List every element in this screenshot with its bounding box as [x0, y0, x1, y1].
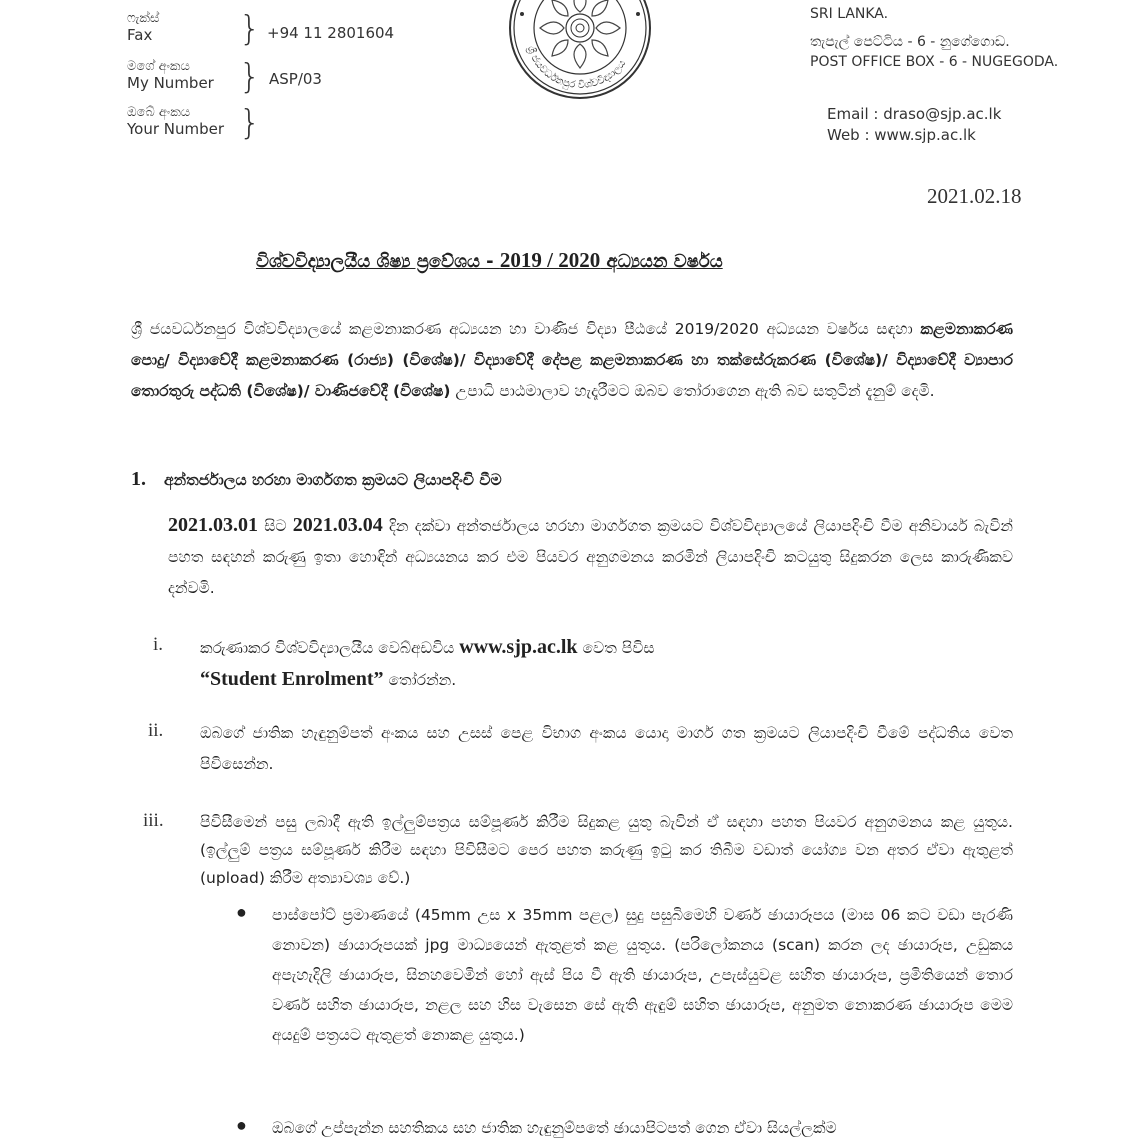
- step-ii: [148, 718, 1013, 780]
- section-1-heading: [131, 468, 502, 491]
- address-pobox-si: තැපැල් පෙට්ටිය - 6 - නුගේගොඩ.: [810, 34, 1010, 50]
- intro-text-1: ශ්‍රී ජයවර්ධනපුර විශ්වවිද්‍යාලයේ කළමනාකරණ අධ්‍යයන හා වාණිජ විද්‍යා පීඨයේ 2019/2020 අධ්‍යයන වර්ෂය සඳහා: [131, 320, 921, 338]
- step-text: ඔබගේ ජාතික හැඳුනුම්පත් අංකය සහ උසස් පෙළ විභාග අංකය යොදා මාර්ග ගත ක්‍රමයට ලියාපදිංචි වීමේ පද්ධතිය වෙත පිවිසෙන්න.: [200, 724, 1013, 773]
- document-title: [256, 248, 723, 273]
- brace-icon: }: [239, 9, 261, 49]
- contact-label-si: මගේ අංකය: [127, 59, 190, 74]
- website-link[interactable]: www.sjp.ac.lk: [459, 636, 578, 658]
- title-part1: විශ්වවිද්‍යාලයීය ශිෂ්‍ය ප්‍රවේශය -: [256, 251, 500, 272]
- contact-label-si: ඔබේ අංකය: [127, 105, 191, 120]
- intro-text-2: උපාධි පාඨමාලාව හැදෑරීමට ඔබව තෝරාගෙන ඇති බව සතුටින් දැනුම් දෙමි.: [450, 382, 935, 400]
- contact-label-en: Your Number: [127, 120, 225, 138]
- step-numeral: iii.: [143, 810, 164, 831]
- contact-fax: [127, 6, 427, 54]
- section-1-text: දින දක්වා අන්තර්ජාලය හරහා මාර්ගගත ක්‍රමයට විශ්වවිද්‍යාලයේ ලියාපදිංචි වීම අනිවාර්ය බැවින් පහත සඳහන් කරුණු ඉතා හොඳින් අධ්‍යයනය කර එම පියවර අනුගමනය කරමින් ලියාපදිංචි කටයුතු සිදුකරන ලෙස කාරුණිකව දන්වමි.: [168, 517, 1013, 597]
- contact-value: +94 11 2801604: [267, 24, 395, 42]
- letterhead-address: [810, 4, 1058, 72]
- brace-icon: }: [239, 103, 261, 143]
- step-text: වෙත පිවිස: [577, 639, 655, 657]
- contact-label-si: ෆැක්ස්: [127, 11, 160, 26]
- email-link[interactable]: Email : draso@sjp.ac.lk: [827, 105, 1002, 123]
- bullet-icon: ●: [236, 902, 247, 922]
- step-text: පිවිසීමෙන් පසු ලබාදී ඇති ඉල්ලුම්පත්‍රය සම්පූර්ණ කිරීම සිදුකළ යුතු බැවින් ඒ සඳහා පහත පියවර අනුගමනය කළ යුතුය. (ඉල්ලුම් පත්‍රය සම්පූර්ණ කිරීම සඳහා පිවිසීමට පෙර පහත කරුණු ඉටු කර තිබීම වඩාත් යෝග්‍ය වන අතර ඒවා ඇතුළත් (upload) කිරීම අත්‍යාවශ්‍ය වේ.): [200, 813, 1013, 887]
- bullet-text: පාස්පෝට් ප්‍රමාණයේ (45mm උස x 35mm පළල) සුදු පසුබිමෙහි වර්ණ ඡායාරූපය (මාස 06 කට වඩා පැරණි නොවන) ඡායාරූපයක් jpg මාධ්‍යයෙන් ඇතුළත් කළ යුතුය. (පරිලෝකනය (scan) කරන ලද ඡායාරූප, උඩුකය අපැහැදිලි ඡායාරූප, සිනහවෙමින් හෝ ඇස් පිය වී ඇති ඡායාරූප, උපැස්යුවළ සහිත ඡායාරූප, ප්‍රමිතියෙන් තොර වර්ණ සහිත ඡායාරූප, නළල සහ හිස වැසෙන සේ ඇති ඇඳුම් සහිත ඡායාරූප, අනුමත නොකරණ ඡායාරූප මෙම අයදුම් පත්‍රයට ඇතුළත් නොකළ යුතුය.): [272, 906, 1013, 1044]
- bullet-text: ඔබගේ උප්පැන්න සහතිකය සහ ජාතික හැඳුනුම්පතේ ඡායාපිටපත් ගෙන ඒවා සියල්ලක්ම: [272, 1119, 837, 1137]
- letter-date: 2021.02.18: [927, 184, 1022, 208]
- contact-label-en: My Number: [127, 74, 214, 92]
- web-link[interactable]: Web : www.sjp.ac.lk: [827, 126, 976, 144]
- section-number: 1.: [131, 468, 146, 490]
- contact-label-en: Fax: [127, 26, 153, 44]
- step-i: [153, 632, 1013, 696]
- section-1-body: [168, 510, 1013, 604]
- from-word: සිට: [258, 517, 293, 535]
- date-from: 2021.03.01: [168, 514, 258, 536]
- university-seal-logo: [508, 0, 652, 100]
- title-part2: අධ්‍යයන වර්ෂය: [600, 251, 723, 272]
- step-numeral: i.: [153, 634, 164, 655]
- letterhead-online: [827, 104, 1001, 146]
- seal-text: ශ්‍රී ජයවර්ධනපුර විශ්වවිද්‍යාලය: [524, 44, 629, 92]
- title-years: 2019 / 2020: [499, 248, 601, 272]
- step-text: තෝරන්න.: [383, 671, 457, 689]
- seal-emblem-icon: [508, 0, 652, 100]
- brace-icon: }: [239, 57, 261, 97]
- contact-your-number: [127, 104, 427, 152]
- step-numeral: ii.: [148, 720, 164, 741]
- address-country: SRI LANKA.: [810, 6, 889, 22]
- contact-my-number: [127, 58, 427, 106]
- step-text: කරුණාකර විශ්වවිද්‍යාලයීය වෙබ්අඩවිය: [200, 639, 460, 657]
- bullet-icon: ●: [236, 1115, 247, 1135]
- contact-value: ASP/03: [269, 70, 322, 88]
- student-enrolment-option[interactable]: “Student Enrolment”: [200, 668, 384, 690]
- intro-paragraph: [131, 314, 1013, 407]
- step-iii: [143, 808, 1013, 892]
- address-pobox-en: POST OFFICE BOX - 6 - NUGEGODA.: [810, 54, 1059, 70]
- bullet-item: [236, 900, 1013, 1050]
- bullet-item: [236, 1113, 1013, 1143]
- section-title: අන්තර්ජාලය හරහා මාර්ගගත ක්‍රමයට ලියාපදිංචි වීම: [164, 471, 502, 489]
- intro-degree-list: කළමනාකරණ පොදු/ විද්‍යාවේදී කළමනාකරණ (රාජ්‍ය) (විශේෂ)/ විද්‍යාවේදී දේපළ කළමනාකරණ හා තක්සේරුකරණ (විශේෂ)/ විද්‍යාවේදී ව්‍යාපාර තොරතුරු පද්ධති (විශේෂ)/ වාණිජවේදී (විශේෂ): [131, 320, 1013, 400]
- date-to: 2021.03.04: [292, 514, 383, 536]
